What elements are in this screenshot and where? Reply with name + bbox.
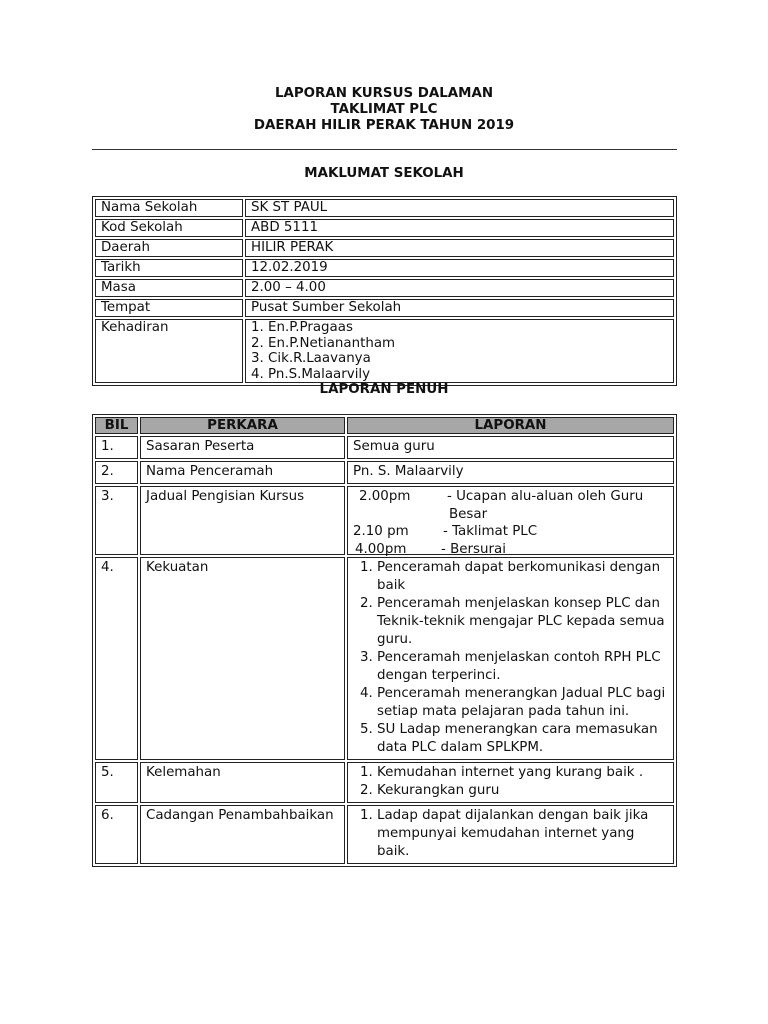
info-value: [245, 319, 674, 383]
list-item: 3. Cik.R.Laavanya: [251, 351, 371, 366]
laporan-heading: LAPORAN PENUH: [319, 382, 449, 397]
schedule-time: 2.10 pm: [353, 524, 409, 539]
attendance-list: [251, 320, 668, 382]
schedule-activity: - Ucapan alu-aluan oleh Guru: [447, 489, 644, 504]
list-item: 5. SU Ladap menerangkan cara memasukan data PLC dalam SPLKPM.: [377, 721, 668, 757]
schedule-activity-continued: Besar: [449, 507, 488, 522]
row-number: 4.: [95, 557, 138, 760]
table-row: [95, 762, 674, 803]
kelemahan-list: [353, 764, 668, 800]
column-header-bil: BIL: [95, 417, 138, 434]
row-laporan: Semua guru: [347, 436, 674, 459]
schedule: [353, 488, 668, 557]
list-item: 2. En.P.Netianantham: [251, 335, 396, 351]
info-label: Nama Sekolah: [95, 199, 243, 217]
list-item: 4. Pn.S.Malaarvily: [251, 366, 371, 382]
info-label: Kod Sekolah: [95, 219, 243, 237]
table-row: [95, 436, 674, 459]
info-label: Tempat: [95, 299, 243, 317]
column-header-laporan: LAPORAN: [347, 417, 674, 434]
row-laporan: [347, 486, 674, 555]
row-laporan: [347, 762, 674, 803]
row-perkara: Cadangan Penambahbaikan: [140, 805, 345, 864]
table-row: [95, 805, 674, 864]
info-value: HILIR PERAK: [245, 239, 674, 257]
info-label: Tarikh: [95, 259, 243, 277]
list-item: 1. Ladap dapat dijalankan dengan baik jika mempunyai kemudahan internet yang baik.: [377, 807, 668, 861]
list-item: 3. Penceramah menjelaskan contoh RPH PLC dengan terperinci.: [377, 649, 668, 685]
maklumat-heading: MAKLUMAT SEKOLAH: [304, 166, 464, 181]
row-laporan: [347, 557, 674, 760]
kekuatan-list: [353, 559, 668, 757]
row-perkara: Sasaran Peserta: [140, 436, 345, 459]
row-perkara: Kelemahan: [140, 762, 345, 803]
laporan-table: [92, 414, 677, 867]
schedule-activity: - Taklimat PLC: [443, 524, 538, 539]
report-title-line-2: TAKLIMAT PLC: [330, 102, 438, 117]
list-item: 1. Kemudahan internet yang kurang baik .: [377, 764, 668, 782]
report-title-line-3: DAERAH HILIR PERAK TAHUN 2019: [253, 118, 515, 133]
info-label: Daerah: [95, 239, 243, 257]
info-value: SK ST PAUL: [245, 199, 674, 217]
row-laporan: [347, 805, 674, 864]
table-row: [95, 486, 674, 555]
table-row: [95, 279, 674, 297]
info-value: ABD 5111: [245, 219, 674, 237]
table-row: [95, 199, 674, 217]
info-label: Masa: [95, 279, 243, 297]
table-row: [95, 219, 674, 237]
table-row: [95, 461, 674, 484]
row-laporan: Pn. S. Malaarvily: [347, 461, 674, 484]
list-item: 1. En.P.Pragaas: [251, 320, 353, 335]
row-number: 5.: [95, 762, 138, 803]
row-number: 2.: [95, 461, 138, 484]
info-label: Kehadiran: [95, 319, 243, 383]
table-row: [95, 259, 674, 277]
schedule-time: 4.00pm: [355, 542, 407, 557]
column-header-perkara: PERKARA: [140, 417, 345, 434]
row-number: 1.: [95, 436, 138, 459]
schedule-activity: - Bersurai: [441, 542, 506, 557]
table-row: [95, 239, 674, 257]
table-row: [95, 557, 674, 760]
header-divider: [92, 149, 677, 150]
list-item: 4. Penceramah menerangkan Jadual PLC bagi setiap mata pelajaran pada tahun ini.: [377, 685, 668, 721]
list-item: 2. Kekurangkan guru: [377, 782, 668, 800]
schedule-time: 2.00pm: [359, 489, 411, 504]
table-header-row: [95, 417, 674, 434]
table-row: [95, 319, 674, 383]
table-row: [95, 299, 674, 317]
row-perkara: Kekuatan: [140, 557, 345, 760]
row-number: 3.: [95, 486, 138, 555]
report-title-line-1: LAPORAN KURSUS DALAMAN: [274, 86, 494, 101]
info-value: 2.00 – 4.00: [245, 279, 674, 297]
cadangan-list: [353, 807, 668, 861]
info-value: 12.02.2019: [245, 259, 674, 277]
list-item: 1. Penceramah dapat berkomunikasi dengan baik: [377, 559, 668, 595]
list-item: 2. Penceramah menjelaskan konsep PLC dan Teknik-teknik mengajar PLC kepada semua guru.: [377, 595, 668, 649]
row-perkara: Nama Penceramah: [140, 461, 345, 484]
info-value: Pusat Sumber Sekolah: [245, 299, 674, 317]
maklumat-table: [92, 196, 677, 386]
row-number: 6.: [95, 805, 138, 864]
row-perkara: Jadual Pengisian Kursus: [140, 486, 345, 555]
